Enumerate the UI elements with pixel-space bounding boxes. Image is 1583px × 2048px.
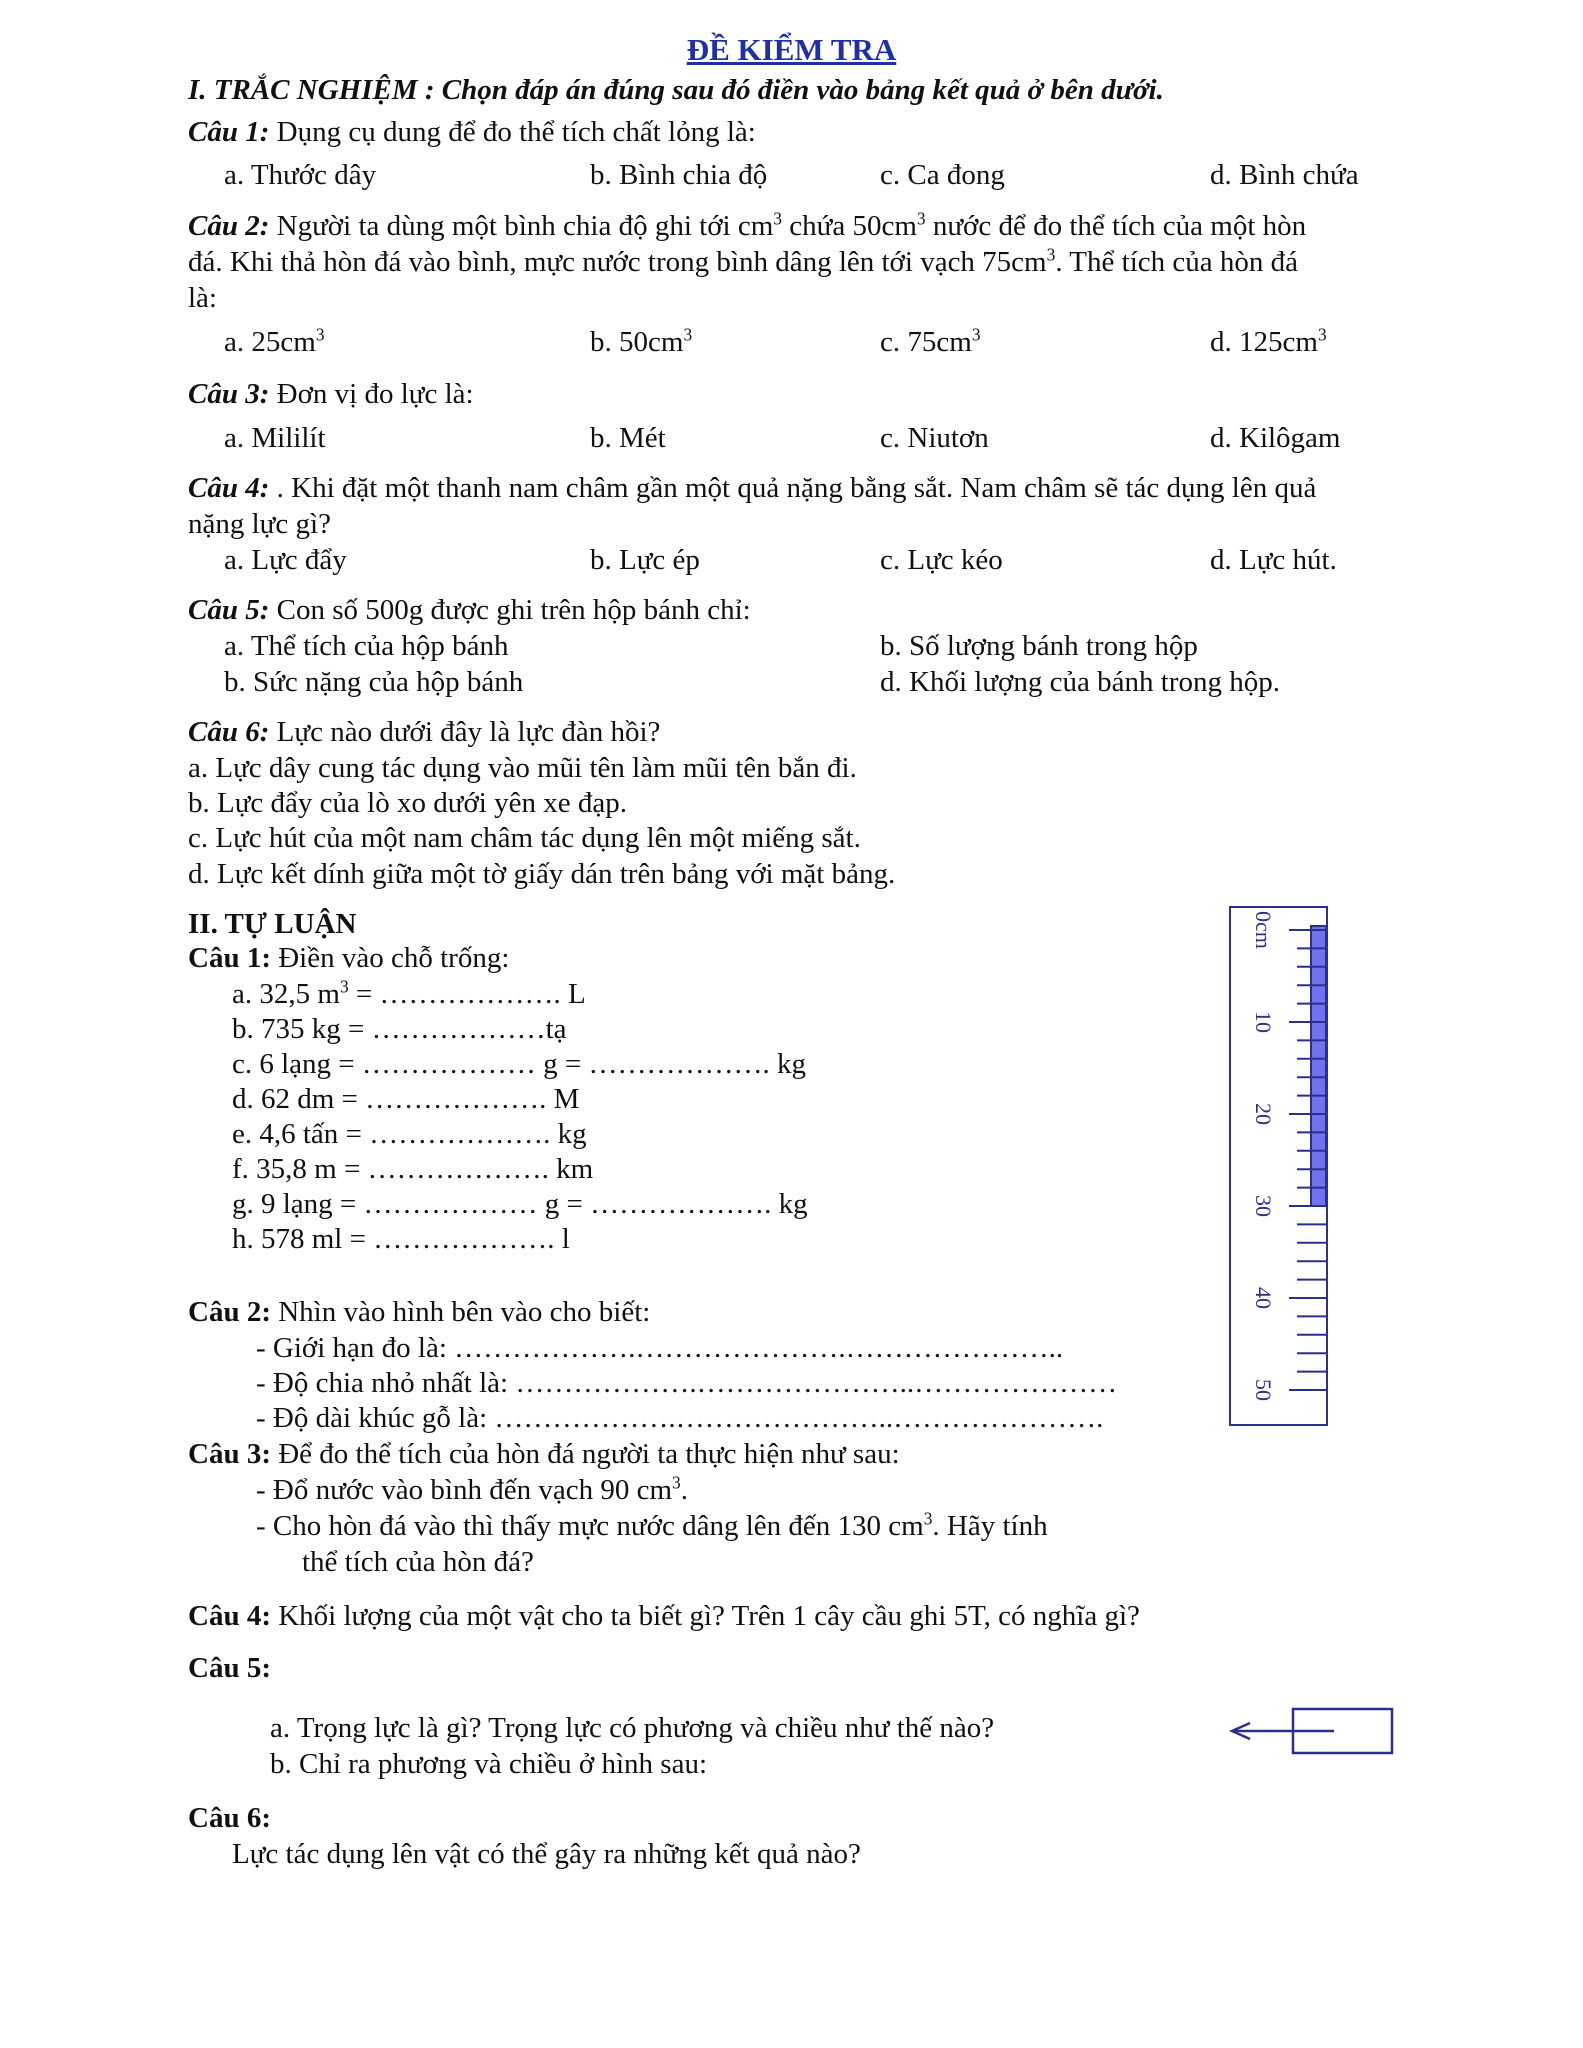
c2-item-1: - Giới hạn đo là: ……………….………………….………………….. [256,1332,1064,1364]
ruler-label: 10 [1250,1011,1276,1033]
q6-option-d: d. Lực kết dính giữa một tờ giấy dán trên bảng với mặt bảng. [188,858,896,890]
q4-option-a: a. Lực đẩy [224,544,347,576]
q2-sup: 3 [773,208,782,229]
c4-label: Câu 4: [188,1600,271,1632]
q2-line2-part1: đá. Khi thả hòn đá vào bình, mực nước trong bình dâng lên tới vạch 75cm [188,246,1047,278]
q2-text-part1: Người ta dùng một bình chia độ ghi tới cm [276,210,774,242]
q4-option-d: d. Lực hút. [1210,544,1337,576]
c1-item-f: f. 35,8 m = ………………. km [232,1153,594,1185]
ruler-label: 30 [1250,1195,1276,1217]
q2-stem-line3: là: [188,282,217,314]
c1-label: Câu 1: [188,942,271,974]
c2-item-3: - Độ dài khúc gỗ là: ……………….…………………..…………………. [256,1402,1104,1434]
q5-stem [188,592,751,628]
q4-option-b: b. Lực ép [590,544,700,576]
q2-sup: 3 [1046,244,1056,265]
q3-option-c: c. Niutơn [880,422,989,454]
ruler-label: 50 [1250,1379,1276,1401]
c1-item-d: d. 62 dm = ………………. M [232,1083,580,1115]
q6-label: Câu 6: [188,716,270,748]
c6-label: Câu 6: [188,1802,271,1834]
q6-text: Lực nào dưới đây là lực đàn hồi? [276,716,661,748]
q1-text: Dụng cụ dung để đo thể tích chất lỏng là: [276,116,756,148]
q5-option-c: b. Sức nặng của hộp bánh [224,666,524,698]
arrow-box-figure [1226,1706,1396,1758]
q4-label: Câu 4: [188,472,270,504]
q2-stem-line2 [188,244,1298,280]
part1-heading: I. TRẮC NGHIỆM : [188,74,435,106]
c3-stem [188,1436,900,1472]
ruler-svg [1231,908,1326,1424]
q5-option-d: d. Khối lượng của bánh trong hộp. [880,666,1280,698]
c2-item-2: - Độ chia nhỏ nhất là: ……………….…………………..………………… [256,1367,1118,1399]
q1-option-c: c. Ca đong [880,159,1005,191]
q4-stem-line2: nặng lực gì? [188,508,331,540]
ruler-label: 40 [1250,1287,1276,1309]
c2-label: Câu 2: [188,1296,271,1328]
q2-option-a: a. $25cm^3$ [224,324,325,358]
c2-stem [188,1294,650,1330]
c1-item-c: c. 6 lạng = ……………… g = ………………. kg [232,1048,807,1080]
q3-option-a: a. Mililít [224,422,326,454]
c1-item-h: h. 578 ml = ………………. l [232,1223,570,1255]
c1-text: Điền vào chỗ trống: [278,942,510,974]
q4-stem-line1 [188,470,1316,506]
c3-item-1: - Đổ nước vào bình đến vạch 90 $cm^3$. [256,1472,688,1506]
q1-stem [188,114,756,150]
q5-label: Câu 5: [188,594,270,626]
q3-text: Đơn vị đo lực là: [276,378,474,410]
c4-stem [188,1598,1140,1634]
ruler-label: 20 [1250,1103,1276,1125]
page-title: ĐỀ KIỂM TRA [686,32,897,67]
ruler-label: 0cm [1250,911,1276,949]
c3-text: Để đo thể tích của hòn đá người ta thực hiện như sau: [278,1438,900,1470]
ruler-figure [1229,906,1328,1426]
c1-item-b: b. 735 kg = ………………tạ [232,1013,567,1045]
c1-item-g: g. 9 lạng = ……………… g = ………………. kg [232,1188,808,1220]
q6-option-c: c. Lực hút của một nam châm tác dụng lên một miếng sắt. [188,822,861,854]
q2-option-d: d. $125cm^3$ [1210,324,1327,358]
q2-text-part2: chứa 50cm [781,210,917,242]
wood-piece [1311,926,1326,1206]
q1-option-b: b. Bình chia độ [590,159,768,191]
c4-text: Khối lượng của một vật cho ta biết gì? Trên 1 cây cầu ghi 5T, có nghĩa gì? [278,1600,1140,1632]
part2-heading: II. TỰ LUẬN [188,908,357,940]
q4-text: . Khi đặt một thanh nam châm gần một quả nặng bằng sắt. Nam châm sẽ tác dụng lên quả [276,472,1317,504]
q6-option-b: b. Lực đẩy của lò xo dưới yên xe đạp. [188,787,627,819]
q5-text: Con số 500g được ghi trên hộp bánh chỉ: [276,594,751,626]
c2-text: Nhìn vào hình bên vào cho biết: [278,1296,651,1328]
c3-item-2-line2: thể tích của hòn đá? [302,1546,534,1578]
part1-heading-line [188,72,1164,108]
q1-option-d: d. Bình chứa [1210,159,1359,191]
part1-instruction: Chọn đáp án đúng sau đó điền vào bảng kết quả ở bên dưới. [441,74,1164,106]
c5-label: Câu 5: [188,1652,271,1684]
q2-option-b: b. $50cm^3$ [590,324,693,358]
c1-item-e: e. 4,6 tấn = ………………. kg [232,1118,587,1150]
q2-sup: 3 [916,208,926,229]
c6-text: Lực tác dụng lên vật có thể gây ra những kết quả nào? [232,1838,861,1870]
c5-item-b: b. Chỉ ra phương và chiều ở hình sau: [270,1748,708,1780]
c1-stem [188,940,509,976]
q1-label: Câu 1: [188,116,270,148]
q4-option-c: c. Lực kéo [880,544,1003,576]
q3-label: Câu 3: [188,378,270,410]
q6-option-a: a. Lực dây cung tác dụng vào mũi tên làm mũi tên bắn đi. [188,752,857,784]
c5-item-a: a. Trọng lực là gì? Trọng lực có phương và chiều như thế nào? [270,1712,995,1744]
q2-line2-part2: . Thể tích của hòn đá [1055,246,1298,278]
q1-option-a: a. Thước dây [224,159,377,191]
q2-stem-line1 [188,208,1306,244]
q5-option-b: b. Số lượng bánh trong hộp [880,630,1198,662]
q3-stem [188,376,474,412]
q3-option-b: b. Mét [590,422,666,454]
c3-label: Câu 3: [188,1438,271,1470]
q6-stem [188,714,660,750]
c1-item-a: a. 32,5 $m^3$ = ………………. L [232,976,586,1010]
c3-item-2: - Cho hòn đá vào thì thấy mực nước dâng lên đến 130 $cm^3$. Hãy tính [256,1508,1048,1542]
q5-option-a: a. Thể tích của hộp bánh [224,630,509,662]
q2-option-c: c. $75cm^3$ [880,324,981,358]
q3-option-d: d. Kilôgam [1210,422,1341,454]
q2-text-part3: nước để đo thể tích của một hòn [925,210,1307,242]
q2-label: Câu 2: [188,210,270,242]
